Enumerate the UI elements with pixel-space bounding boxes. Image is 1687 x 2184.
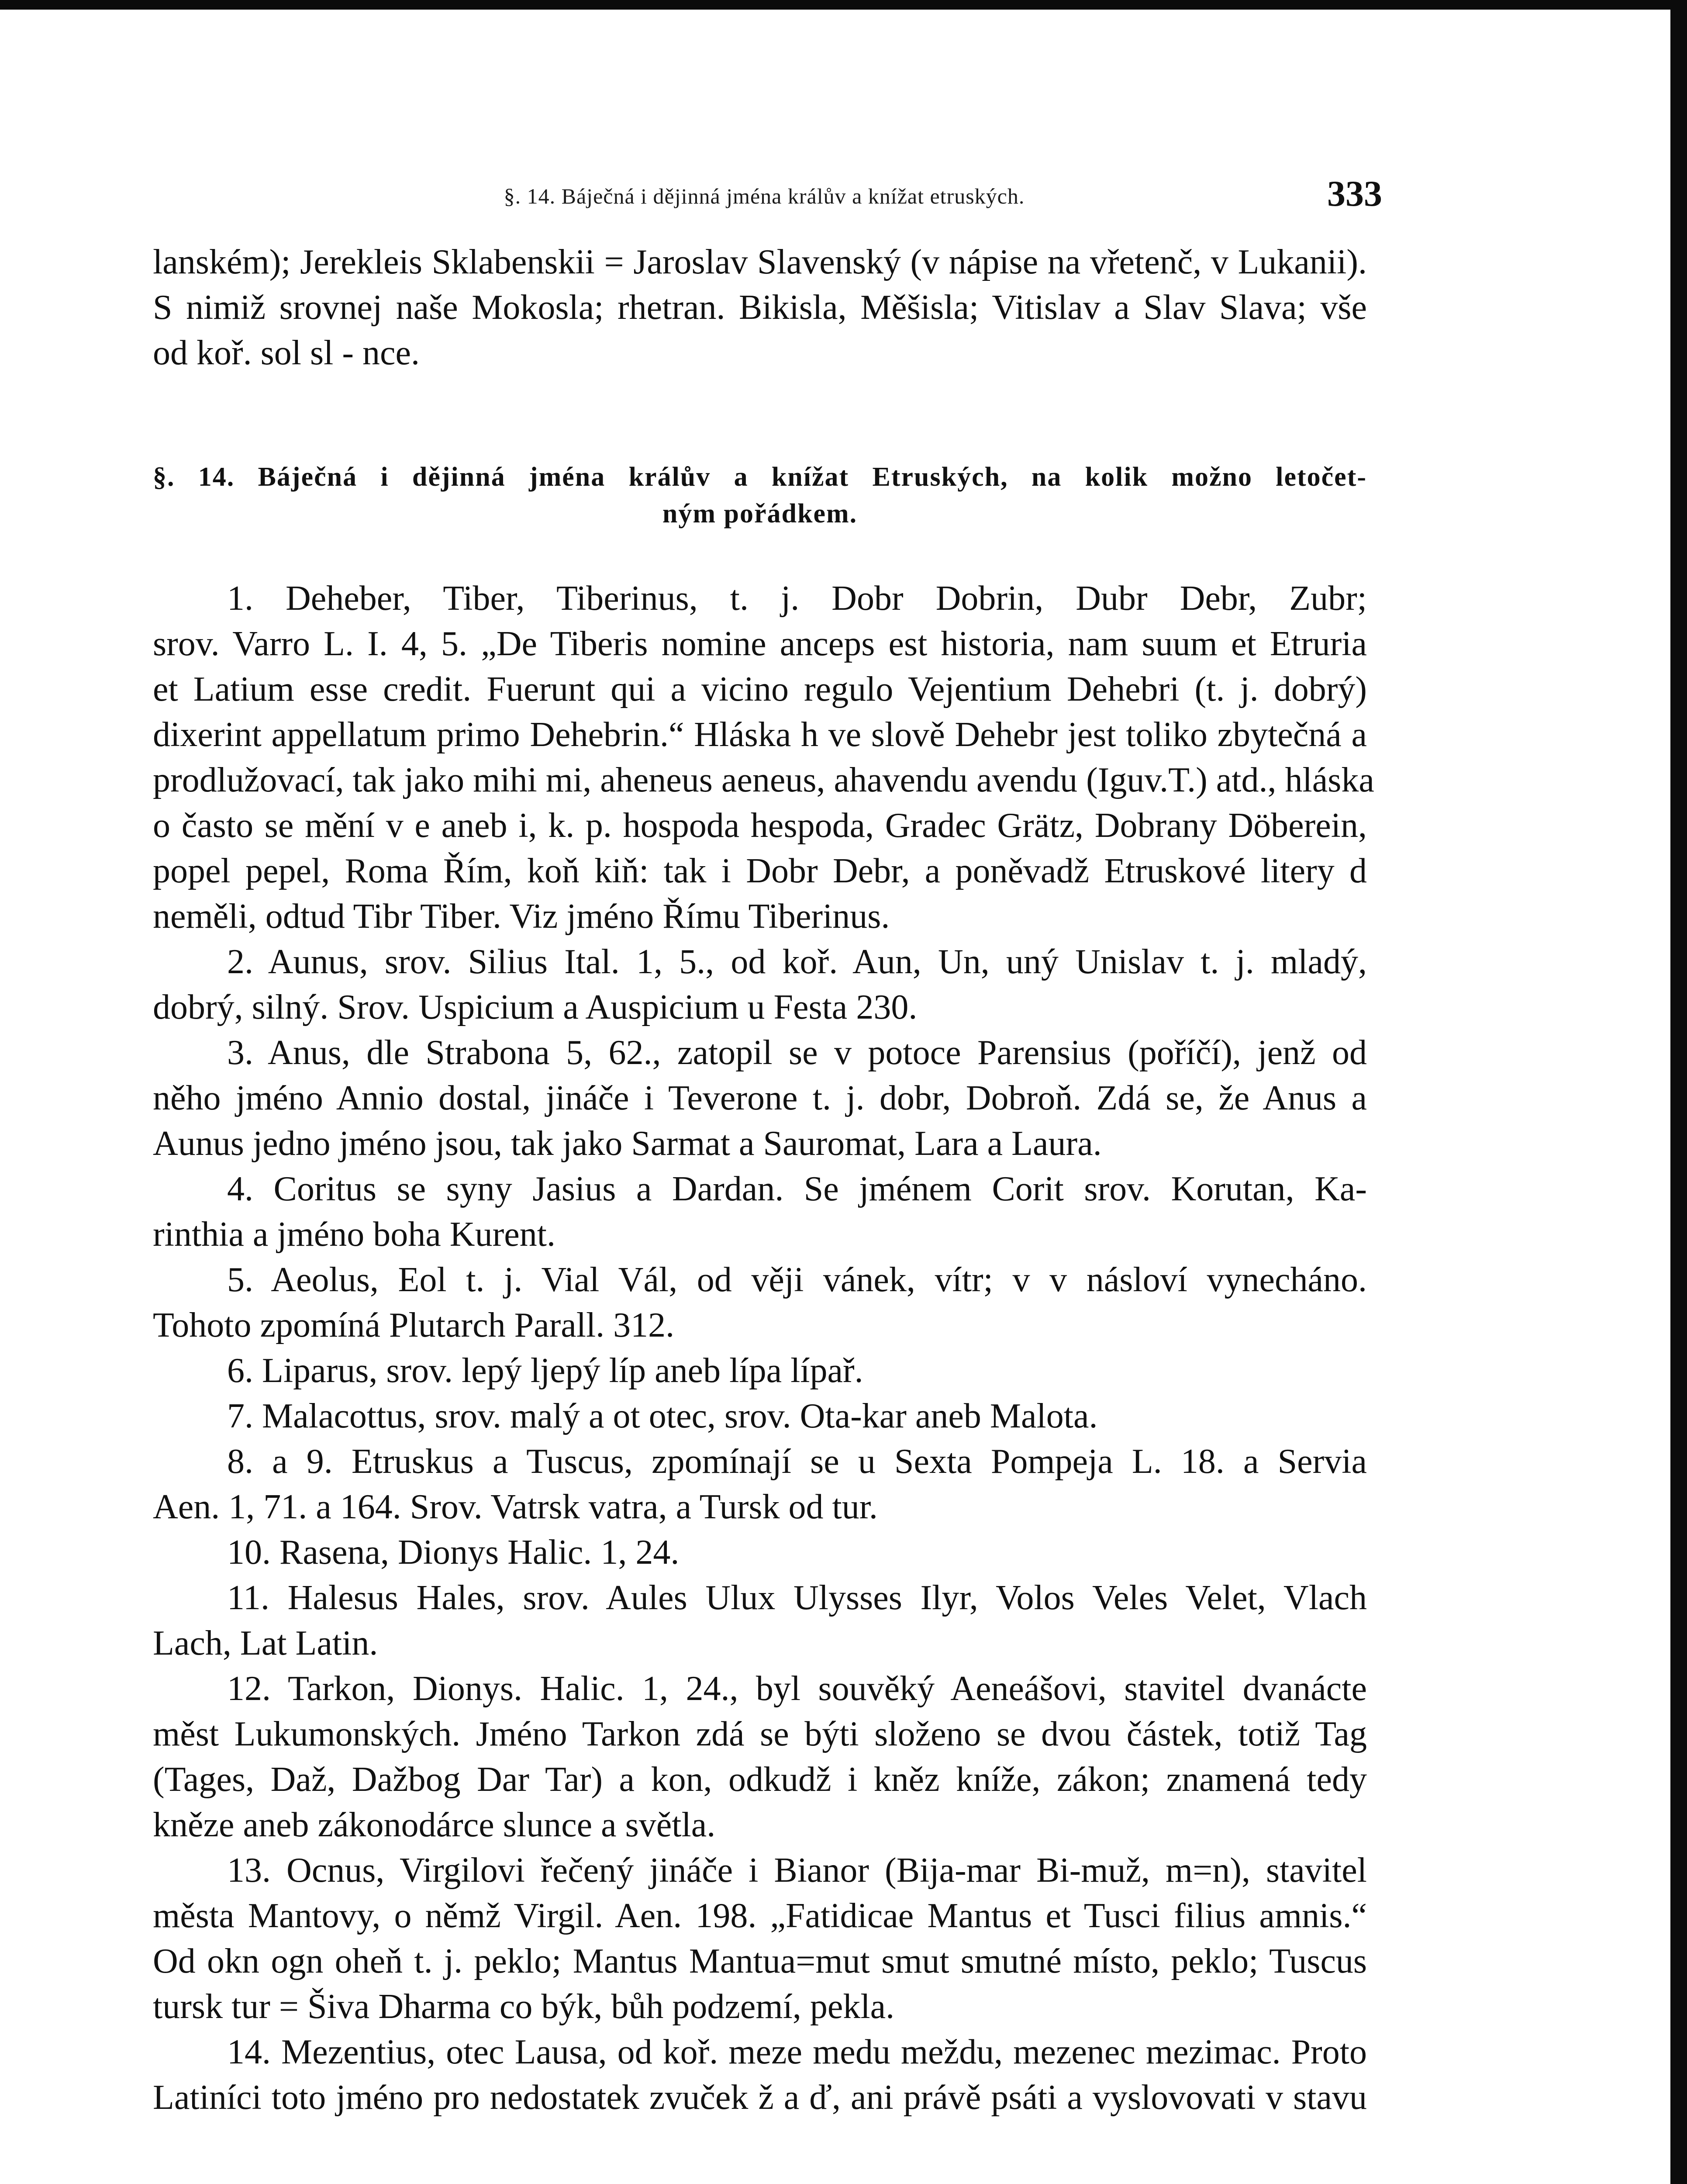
- section-heading: [153, 459, 1367, 532]
- list-item: [153, 939, 1367, 1030]
- list-item: [153, 1530, 1367, 1575]
- text-line: srov. Varro L. I. 4, 5. „De Tiberis nomine anceps est historia, nam suum et Etruria: [153, 625, 1367, 663]
- text-line: Aen. 1, 71. a 164. Srov. Vatrsk vatra, a Tursk od tur.: [153, 1488, 878, 1526]
- text-line: Latiníci toto jméno pro nedostatek zvuček ž a ď, ani právě psáti a vyslovovati v stavu: [153, 2078, 1367, 2117]
- text-line: 3. Anus, dle Strabona 5, 62., zatopil se v potoce Parensius (poříčí), jenž od: [227, 1033, 1367, 1072]
- page-number: 333: [1327, 173, 1382, 214]
- text-line: Lach, Lat Latin.: [153, 1624, 378, 1662]
- text-line: dixerint appellatum primo Dehebrin.“ Hláska h ve slově Dehebr jest toliko zbytečná a: [153, 715, 1367, 754]
- text-line: (Tages, Daž, Dažbog Dar Tar) a kon, odkudž i kněz kníže, zákon; znamená tedy: [153, 1760, 1367, 1799]
- text-line: 4. Coritus se syny Jasius a Dardan. Se jménem Corit srov. Korutan, Ka-: [227, 1170, 1367, 1208]
- list-item: [153, 2029, 1367, 2120]
- text-line: Tohoto zpomíná Plutarch Parall. 312.: [153, 1306, 675, 1344]
- text-line: 11. Halesus Hales, srov. Aules Ulux Ulysses Ilyr, Volos Veles Velet, Vlach: [227, 1579, 1367, 1617]
- text-line: něho jméno Annio dostal, jináče i Teverone t. j. dobr, Dobroň. Zdá se, že Anus a: [153, 1079, 1367, 1117]
- text-line: 10. Rasena, Dionys Halic. 1, 24.: [227, 1533, 680, 1572]
- text-line: 13. Ocnus, Virgilovi řečený jináče i Bianor (Bija-mar Bi-muž, m=n), stavitel: [227, 1851, 1367, 1890]
- text-line: o často se mění v e aneb i, k. p. hospoda hespoda, Gradec Grätz, Dobrany Döberein,: [153, 806, 1367, 845]
- text-line: 7. Malacottus, srov. malý a ot otec, srov. Ota-kar aneb Malota.: [227, 1397, 1098, 1435]
- page-body: [153, 239, 1374, 2120]
- scan-border-right: [1670, 0, 1687, 2184]
- text-line: neměli, odtud Tibr Tiber. Viz jméno Římu Tiberinus.: [153, 897, 890, 936]
- list-item: [153, 576, 1374, 939]
- list-item: [153, 1666, 1367, 1848]
- text-line: dobrý, silný. Srov. Uspicium a Auspicium u Festa 230.: [153, 988, 918, 1026]
- text-line: S nimiž srovnej naše Mokosla; rhetran. Bikisla, Měšisla; Vitislav a Slav Slava; vše: [153, 288, 1367, 327]
- text-line: 14. Mezentius, otec Lausa, od koř. meze medu meždu, mezenec mezimac. Proto: [227, 2033, 1367, 2071]
- text-line: 6. Liparus, srov. lepý ljepý líp aneb lípa lípař.: [227, 1351, 863, 1390]
- text-line: prodlužovací, tak jako mihi mi, aheneus aeneus, ahavendu avendu (Iguv.T.) atd., hláska: [153, 761, 1374, 799]
- text-line: 12. Tarkon, Dionys. Halic. 1, 24., byl souvěký Aeneášovi, stavitel dvanácte: [227, 1669, 1367, 1708]
- list-item: [153, 1575, 1367, 1666]
- list-item: [153, 1030, 1367, 1166]
- list-item: [153, 1393, 1367, 1439]
- section-heading-line: §. 14. Báječná i dějinná jména králův a knížat Etruských, na kolik možno letočet-: [153, 462, 1367, 492]
- text-line: Aunus jedno jméno jsou, tak jako Sarmat a Sauromat, Lara a Laura.: [153, 1124, 1102, 1163]
- text-line: 8. a 9. Etruskus a Tuscus, zpomínají se u Sexta Pompeja L. 18. a Servia: [227, 1442, 1367, 1481]
- text-line: popel pepel, Roma Řím, koň kiň: tak i Dobr Debr, a poněvadž Etruskové litery d: [153, 852, 1367, 890]
- text-line: tursk tur = Šiva Dharma co býk, bůh podzemí, pekla.: [153, 1987, 895, 2026]
- list-item: [153, 1439, 1367, 1530]
- intro-paragraph: [153, 239, 1367, 376]
- list-item: [153, 1348, 1367, 1393]
- text-line: měst Lukumonských. Jméno Tarkon zdá se býti složeno se dvou částek, totiž Tag: [153, 1715, 1367, 1753]
- text-line: 2. Aunus, srov. Silius Ital. 1, 5., od koř. Aun, Un, uný Unislav t. j. mladý,: [227, 943, 1367, 981]
- text-line: 5. Aeolus, Eol t. j. Vial Vál, od věji vánek, vítr; v v násloví vynecháno.: [227, 1261, 1367, 1299]
- text-line: 1. Deheber, Tiber, Tiberinus, t. j. Dobr Dobrin, Dubr Debr, Zubr;: [227, 579, 1367, 618]
- text-line: kněze aneb zákonodárce slunce a světla.: [153, 1806, 716, 1844]
- text-line: lanském); Jerekleis Sklabenskii = Jaroslav Slavenský (v nápise na vřetenč, v Lukanii).: [153, 243, 1367, 281]
- running-head: §. 14. Báječná i dějinná jména králův a knížat etruských.: [504, 184, 1025, 208]
- text-line: Od okn ogn oheň t. j. peklo; Mantus Mantua=mut smut smutné místo, peklo; Tuscus: [153, 1942, 1367, 1980]
- list-item: [153, 1166, 1367, 1257]
- list-item: [153, 1848, 1367, 2029]
- text-line: od koř. sol sl - nce.: [153, 334, 420, 372]
- section-heading-line: ným pořádkem.: [662, 499, 858, 529]
- scan-border-top: [0, 0, 1687, 10]
- text-line: města Mantovy, o němž Virgil. Aen. 198. „Fatidicae Mantus et Tusci filius amnis.“: [153, 1897, 1367, 1935]
- text-line: rinthia a jméno boha Kurent.: [153, 1215, 555, 1254]
- text-line: et Latium esse credit. Fuerunt qui a vicino regulo Vejentium Dehebri (t. j. dobrý): [153, 670, 1367, 708]
- list-item: [153, 1257, 1367, 1348]
